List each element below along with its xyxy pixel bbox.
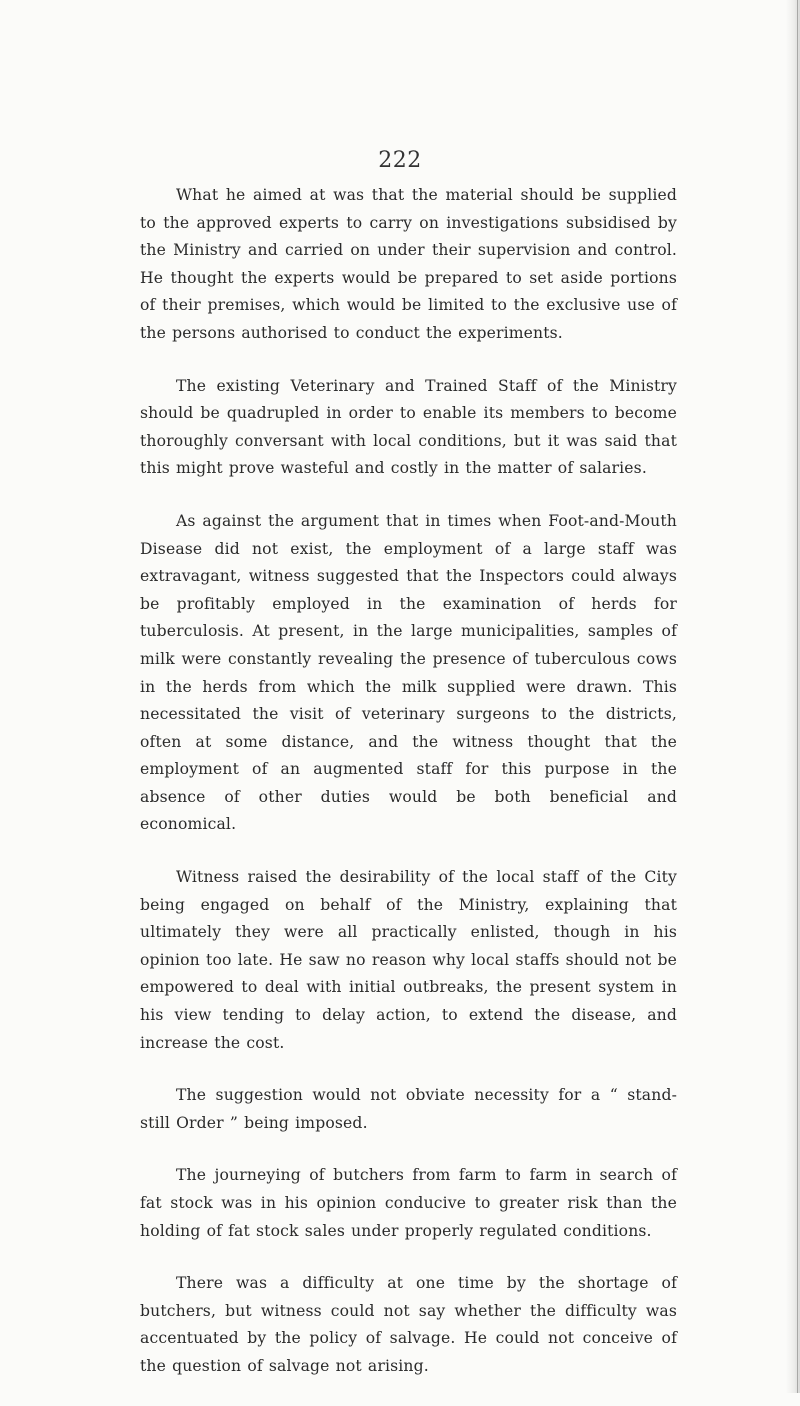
paragraph-7: There was a difficulty at one time by the shortage of butchers, but witness could not say whether the difficulty was accentuated by the policy of salvage. He could not conceive of the question of salvage not arising. [140, 1274, 677, 1375]
paragraph-5: The suggestion would not obviate necessity for a “ stand-still Order ” being imposed. [140, 1086, 677, 1132]
page-number: 222 [378, 148, 422, 173]
page-edge-line [797, 0, 798, 1393]
paragraph-4: Witness raised the desirability of the local staff of the City being engaged on behalf of the Ministry, explaining that ultimately they were all practically enlisted, though in his opinion too late. He saw no reason why local staffs should not be empowered to deal with initial outbreaks, the present system in his view tending to delay action, to extend the disease, and increase the cost. [140, 868, 677, 1052]
paragraph-1: What he aimed at was that the material should be supplied to the approved experts to carry on investigations subsidised by the Ministry and carried on under their supervision and control. He thought the experts would be prepared to set aside portions of their premises, which would be limited to the exclusive use of the persons authorised to conduct the experiments. [140, 186, 677, 342]
body-text [140, 182, 677, 1406]
paragraph-6: The journeying of butchers from farm to farm in search of fat stock was in his opinion conducive to greater risk than the holding of fat stock sales under properly regulated conditions. [140, 1166, 677, 1240]
paragraph-3: As against the argument that in times when Foot-and-Mouth Disease did not exist, the employment of a large staff was extravagant, witness suggested that the Inspectors could always be profitably employed in the examination of herds for tuberculosis. At present, in the large municipalities, samples of milk were constantly revealing the presence of tuberculous cows in the herds from which the milk supplied were drawn. This necessitated the visit of veterinary surgeons to the districts, often at some distance, and the witness thought that the employment of an augmented staff for this purpose in the absence of other duties would be both beneficial and economical. [140, 511, 677, 834]
paragraph-2: The existing Veterinary and Trained Staff of the Ministry should be quadrupled in order to enable its members to become thoroughly conversant with local conditions, but it was said that this might prove wasteful and costly in the matter of salaries. [140, 376, 677, 478]
